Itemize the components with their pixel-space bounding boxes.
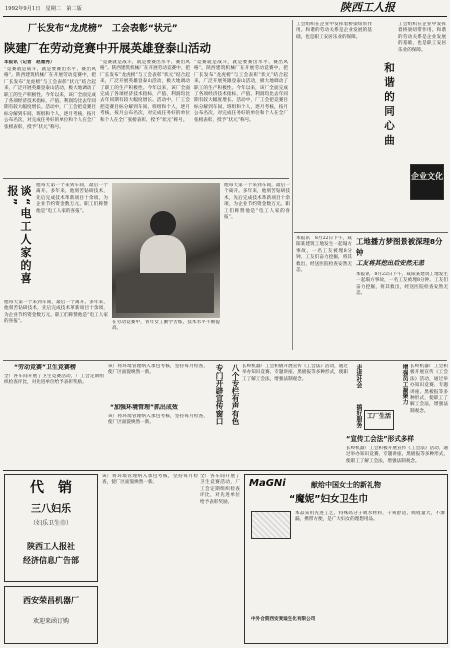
vertical-head-3: 走进社会 xyxy=(355,364,362,388)
lead-kicker: 厂长发布“龙虎榜” 工会表彰“状元” xyxy=(28,24,178,34)
safety-headline: “劳动竞赛”卫生竞赛榜 xyxy=(14,364,76,371)
right-body: 工会组织在企业中发挥着桥梁纽带作用。和谐的劳动关系是企业发展的基础，也是职工安居乐业的保障。 xyxy=(296,22,372,40)
bottom-mid-body: 该厂将环境管理纳入承包考核，坚持每月检查，使厂区面貌焕然一新。 xyxy=(102,474,198,486)
feature-body-2: 他每天第一个来到车间，最后一个离开。多年来，他刻苦钻研技术，先后完成技术革新项目十余项，为企业节约资金数万元。职工们称赞他是“电工人家的喜报”。 xyxy=(4,300,108,325)
photo-caption: 在劳动竞赛中，青年女工勤学苦练，技术水平不断提高。 xyxy=(112,320,220,332)
ad-right-slogan: 献给中国女士的新礼物 xyxy=(311,481,381,489)
safety-body: 全厂各车间开展了卫生竞赛活动，厂工会定期组织检查评比，对先进单位给予表彰奖励。 xyxy=(4,374,104,386)
ad-left-line1: 三八妇乐 xyxy=(31,504,71,515)
vertical-head-6: 增强员工凝聚力 xyxy=(401,364,407,405)
vertical-story-body: 长岭机器厂工会积极开展宣传《工会法》活动，通过举办知识竞赛、专题讲座、黑板报等多种形式，使职工了解工会法，增强法制观念。 xyxy=(242,364,348,382)
wage-headline: 工地播方梦图景被深理8分钟 xyxy=(356,237,443,257)
right-body-2: 工会组织在企业中发挥着桥梁纽带作用。和谐的劳动关系是企业发展的基础，也是职工安居乐业的保障。 xyxy=(398,22,446,53)
bottom-mid-body-2: 全厂各车间开展了卫生竞赛活动，厂工会定期组织检查评比，对先进单位给予表彰奖励。 xyxy=(200,474,240,505)
ad-left2-sub: 欢迎来函订购 xyxy=(32,618,69,625)
ad-right xyxy=(244,474,448,644)
cross-body-2: 长岭机器厂工会积极开展宣传《工会法》活动，通过举办知识竞赛、专题讲座、黑板报等多种形式，使职工了解工会法，增强法制观念。 xyxy=(346,446,448,464)
vertical-head-5: 工厂生活 xyxy=(364,410,394,430)
feature-body-3: 他每天第一个来到车间，最后一个离开。多年来，他刻苦钻研技术，先后完成技术革新项目十余项，为企业节约资金数万元。职工们称赞他是“电工人家的喜报”。 xyxy=(224,183,290,221)
ad-left-line2: （妇乐卫生巾） xyxy=(29,520,72,527)
ad-left-line3: 陕西工人报社 xyxy=(27,542,75,551)
ad-right-pack xyxy=(251,511,291,539)
ad-left2-title: 西安荣昌机器厂 xyxy=(23,596,79,605)
lead-body-col3: “竞赛就是战斗，就是要赛出水平、赛出风格”。陕西建筑机械厂在开展劳动竞赛中，把厂长发布“龙虎榜”与工会表彰“状元”结合起来，广泛开展英雄登泰山活动，极大地调动了职工的生产积极性。今年以来，该厂全面完成了各项经济技术指标，产值、利润均比去年同期有较大幅度增长。活动中，厂工会把竞赛目标分解到车间、班组和个人，逐月考核，按月公布名次，对完成任务好的单位和个人在全厂张榜表彰，授予“状元”称号。 xyxy=(194,60,288,123)
lead-body-col2: “竞赛就是战斗，就是要赛出水平、赛出风格”。陕西建筑机械厂在开展劳动竞赛中，把厂长发布“龙虎榜”与工会表彰“状元”结合起来，广泛开展英雄登泰山活动，极大地调动了职工的生产积极性。今年以来，该厂全面完成了各项经济技术指标，产值、利润均比去年同期有较大幅度增长。活动中，厂工会把竞赛目标分解到车间、班组和个人，逐月考核，按月公布名次，对完成任务好的单位和个人在全厂张榜表彰，授予“状元”称号。 xyxy=(100,60,190,123)
mid-headline: “加强环境管理”抓出成效 xyxy=(110,404,178,411)
ad-right-brand: MaGNi xyxy=(249,478,286,489)
feature-body: 他每天第一个来到车间，最后一个离开。多年来，他刻苦钻研技术，先后完成技术革新项目十余项，为企业节约资金数万元。职工们称赞他是“电工人家的喜报”。 xyxy=(36,183,108,214)
side-tag: 企业文化 xyxy=(410,164,444,200)
mid-body: 该厂将环境管理纳入承包考核，坚持每月检查，使厂区面貌焕然一新。 xyxy=(108,364,208,376)
ad-left-title: 代 销 xyxy=(30,480,72,496)
wage-body-2: 本报讯 8月22日下午，咸阳某建筑工地发生一起塌方事故，一名工友被埋8分钟。工友们奋力挖掘，将其救出，经送医院检查安然无恙。 xyxy=(356,272,448,297)
wage-subhead: 工友将其挖出后安然无恙 xyxy=(356,260,425,267)
masthead-logo: 陕西工人报 xyxy=(340,1,395,14)
vertical-head-2: 八个专栏有声有色 xyxy=(231,364,240,425)
vertical-head-1: 专门开辟宣传窗口 xyxy=(215,364,224,425)
wage-body: 本报讯 8月22日下午，咸阳某建筑工地发生一起塌方事故，一名工友被埋8分钟。工友们奋力挖掘，将其救出，经送医院检查安然无恙。 xyxy=(296,236,352,274)
lead-headline: 陕建厂在劳动竞赛中开展英雄登泰山活动 xyxy=(4,41,211,55)
ad-right-body: 本品采用先进工艺，特殊高分子吸水材料，干爽舒适，吸收量大，不渗漏，携带方便，是广大妇女的理想用品。 xyxy=(295,511,445,523)
masthead-date: 1992年9月1日 星期二 第二版 xyxy=(5,6,82,12)
lead-byline: 本报讯（记者 赵雅秀） xyxy=(4,60,55,65)
mid-body-2: 该厂将环境管理纳入承包考核，坚持每月检查，使厂区面貌焕然一新。 xyxy=(108,414,208,426)
right-vertical-title: 和谐的同心曲 xyxy=(383,62,395,149)
ad-left2 xyxy=(4,586,98,644)
ad-right-product: “魔妮”妇女卫生巾 xyxy=(289,494,368,505)
ad-right-contact: 中外合资西安麦迪生化有限公司 xyxy=(251,617,316,622)
ad-left-line4: 经济信息广告部 xyxy=(23,556,79,565)
cross-body: 长岭机器厂工会积极开展宣传《工会法》活动，通过举办知识竞赛、专题讲座、黑板报等多种形式，使职工了解工会法，增强法制观念。 xyxy=(410,364,448,414)
cross-headline: “宣传工会法”形式多样 xyxy=(346,435,415,443)
vertical-head-4: 搞好服务 xyxy=(355,404,362,428)
lead-body: “竞赛就是战斗，就是要赛出水平、赛出风格”。陕西建筑机械厂在开展劳动竞赛中，把厂长发布“龙虎榜”与工会表彰“状元”结合起来，广泛开展英雄登泰山活动，极大地调动了职工的生产积极性。今年以来，该厂全面完成了各项经济技术指标，产值、利润均比去年同期有较大幅度增长。活动中，厂工会把竞赛目标分解到车间、班组和个人，逐月考核，按月公布名次，对完成任务好的单位和个人在全厂张榜表彰，授予“状元”称号。 xyxy=(4,67,96,130)
feature-vertical-title: 谈“电工人家的喜报” xyxy=(6,185,32,286)
feature-photo xyxy=(112,183,220,318)
ad-left xyxy=(4,474,98,582)
